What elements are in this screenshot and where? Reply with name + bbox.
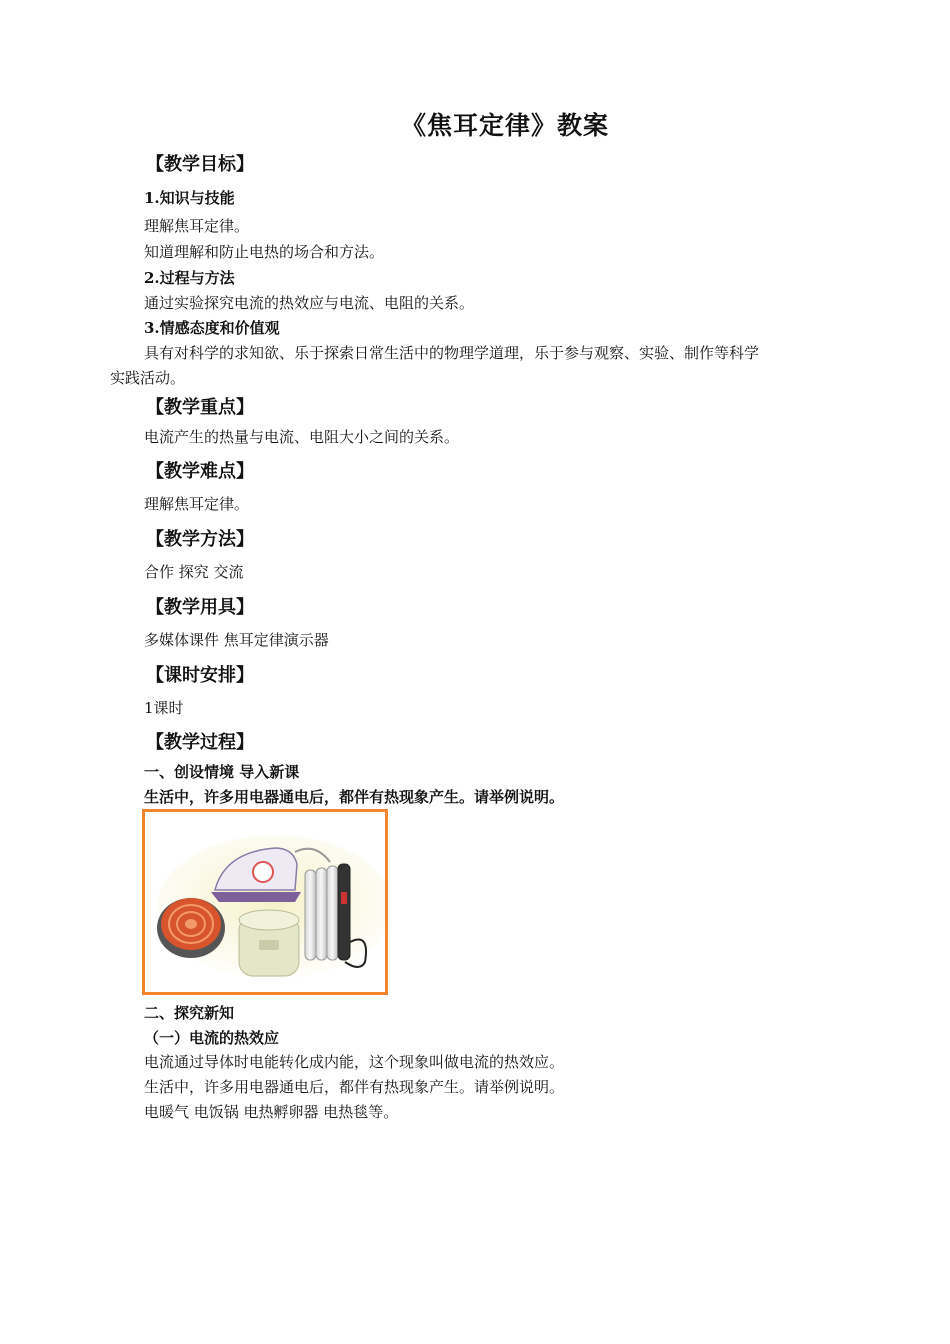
schedule-text: 1课时 — [144, 699, 184, 717]
part2-line1: 电流通过导体时电能转化成内能，这个现象叫做电流的热效应。 — [144, 1053, 565, 1071]
part2-line3: 电暖气 电饭锅 电热孵卵器 电热毯等。 — [144, 1103, 399, 1121]
difficult-points-text: 理解焦耳定律。 — [144, 495, 250, 513]
part1-heading: 一、创设情境 导入新课 — [144, 763, 300, 781]
goal3-line2: 实践活动。 — [110, 369, 186, 387]
tools-text: 多媒体课件 焦耳定律演示器 — [144, 631, 329, 649]
part1-bold-text: 生活中，许多用电器通电后，都伴有热现象产生。请举例说明。 — [144, 788, 565, 806]
goal2-line1: 通过实验探究电流的热效应与电流、电阻的关系。 — [144, 294, 475, 312]
key-points-text: 电流产生的热量与电流、电阻大小之间的关系。 — [144, 428, 460, 446]
rice-cooker-icon — [239, 910, 299, 976]
goals-heading: 【教学目标】 — [146, 154, 254, 175]
document-title: 《焦耳定律》教案 — [400, 111, 609, 140]
goal3-heading: 3.情感态度和价值观 — [144, 319, 280, 337]
goal1-line2: 知道理解和防止电热的场合和方法。 — [144, 243, 385, 261]
part2-heading: 二、探究新知 — [144, 1004, 235, 1022]
goal3-line1: 具有对科学的求知欲、乐于探索日常生活中的物理学道理，乐于参与观察、实验、制作等科学 — [144, 344, 760, 362]
electric-hotplate-icon — [157, 898, 225, 958]
appliances-illustration — [145, 812, 385, 992]
electric-appliances-figure — [142, 809, 388, 995]
goal2-heading: 2.过程与方法 — [144, 269, 235, 287]
key-points-heading: 【教学重点】 — [146, 397, 254, 418]
method-heading: 【教学方法】 — [146, 529, 254, 550]
schedule-heading: 【课时安排】 — [146, 665, 254, 686]
goal1-line1: 理解焦耳定律。 — [144, 217, 250, 235]
difficult-points-heading: 【教学难点】 — [146, 461, 254, 482]
process-heading: 【教学过程】 — [146, 732, 254, 753]
method-text: 合作 探究 交流 — [144, 563, 244, 581]
part2-sub-heading: （一）电流的热效应 — [144, 1029, 280, 1047]
tools-heading: 【教学用具】 — [146, 597, 254, 618]
part2-line2: 生活中，许多用电器通电后，都伴有热现象产生。请举例说明。 — [144, 1078, 565, 1096]
goal1-heading: 1.知识与技能 — [144, 189, 235, 207]
